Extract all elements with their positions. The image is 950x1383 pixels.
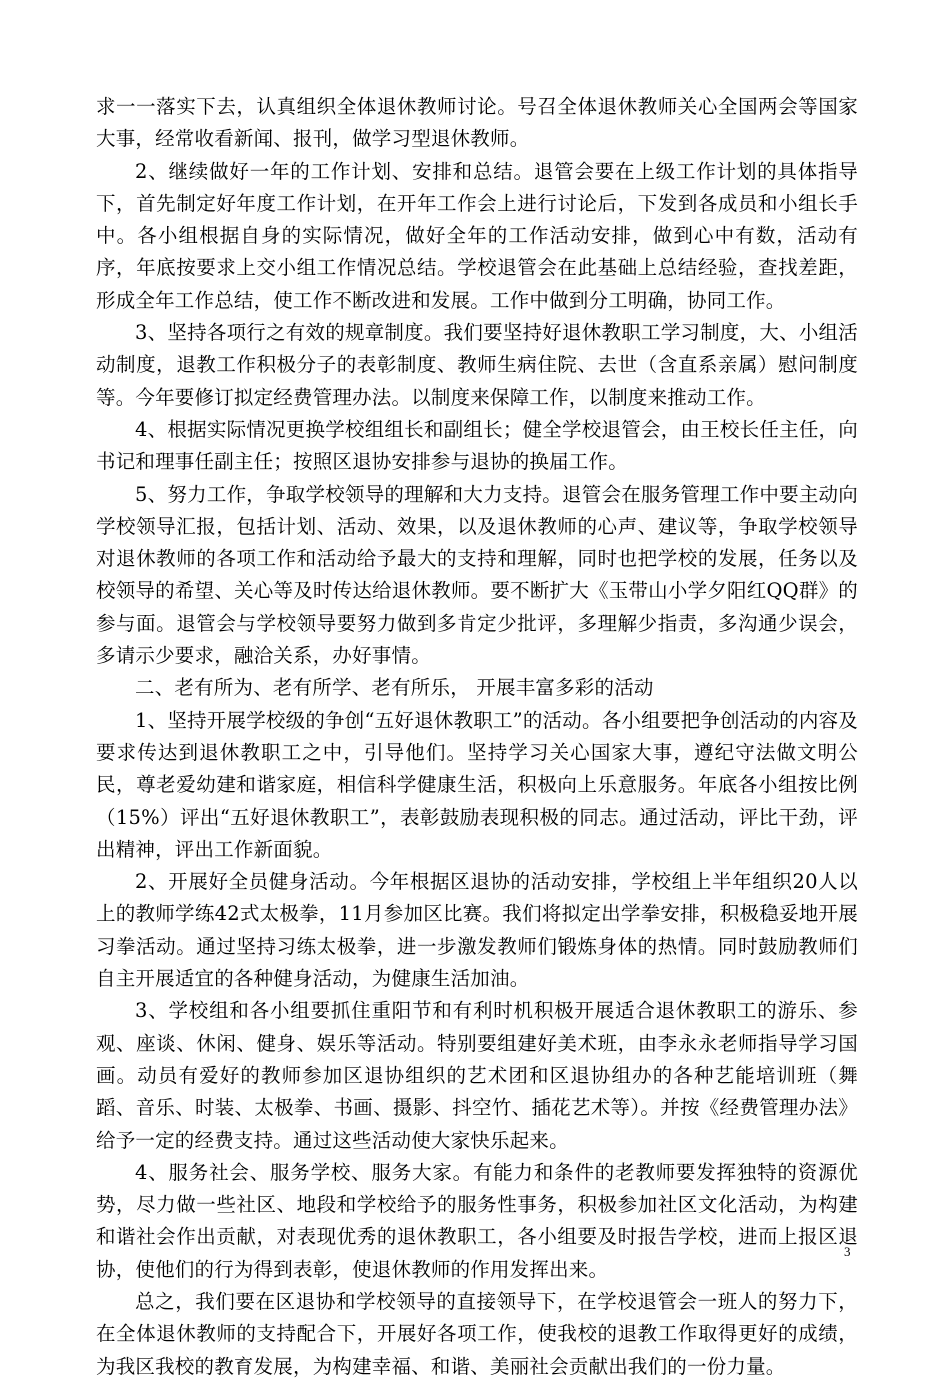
page-number: 3 [844, 1244, 851, 1259]
paragraph-five-good: 1、坚持开展学校级的争创“五好退休教职工”的活动。各小组要把争创活动的内容及要求传达到退休教职工之中，引导他们。坚持学习关心国家大事，遵纪守法做文明公民，尊老爱幼建和谐家庭，相信科学健康生活，积极向上乐意服务。年底各小组按比例（15%）评出“五好退休教职工”，表彰鼓励表现积极的同志。通过活动，评比干劲，评出精神，评出工作新面貌。 [96, 708, 858, 861]
paragraph-fitness: 2、开展好全员健身活动。今年根据区退协的活动安排，学校组上半年组织20人以上的教师学练42式太极拳，11月参加区比赛。我们将拟定出学拳安排，积极稳妥地开展习拳活动。通过坚持习练太极拳，进一步激发教师们锻炼身体的热情。同时鼓励教师们自主开展适宜的各种健身活动，为健康生活加油。 [96, 870, 858, 991]
document-body [96, 91, 858, 1383]
paragraph-conclusion: 总之，我们要在区退协和学校领导的直接领导下，在学校退管会一班人的努力下，在全体退休教师的支持配合下，开展好各项工作，使我校的退教工作取得更好的成绩，为我区我校的教育发展，为构建幸福、和谐、美丽社会贡献出我们的一份力量。 [96, 1289, 858, 1378]
paragraph-work-plan: 2、继续做好一年的工作计划、安排和总结。退管会要在上级工作计划的具体指导下，首先制定好年度工作计划，在开年工作会上进行讨论后，下发到各成员和小组长手中。各小组根据自身的实际情况，做好全年的工作活动安排，做到心中有数，活动有序，年底按要求上交小组工作情况总结。学校退管会在此基础上总结经验，查找差距，形成全年工作总结，使工作不断改进和发展。工作中做到分工明确，协同工作。 [96, 159, 858, 312]
section-heading-activities: 二、老有所为、老有所学、老有所乐， 开展丰富多彩的活动 [135, 676, 654, 700]
paragraph-regulations: 3、坚持各项行之有效的规章制度。我们要坚持好退休教职工学习制度，大、小组活动制度，退教工作积极分子的表彰制度、教师生病住院、去世（含直系亲属）慰问制度等。今年要修订拟定经费管理办法。以制度来保障工作，以制度来推动工作。 [96, 321, 858, 409]
paragraph-continuation: 求一一落实下去，认真组织全体退休教师讨论。号召全体退休教师关心全国两会等国家大事，经常收看新闻、报刊，做学习型退休教师。 [96, 95, 858, 151]
paragraph-community-service: 4、服务社会、服务学校、服务大家。有能力和条件的老教师要发挥独特的资源优势，尽力做一些社区、地段和学校给予的服务性事务，积极参加社区文化活动，为构建和谐社会作出贡献，对表现优秀的退休教职工，各小组要及时报告学校，进而上报区退协，使他们的行为得到表彰，使退休教师的作用发挥出来。 [96, 1160, 858, 1281]
paragraph-group-leaders: 4、根据实际情况更换学校组组长和副组长；健全学校退管会，由王校长任主任，向书记和理事任副主任；按照区退协安排参与退协的换届工作。 [96, 417, 858, 474]
paragraph-leisure-activities: 3、学校组和各小组要抓住重阳节和有利时机积极开展适合退休教职工的游乐、参观、座谈、休闲、健身、娱乐等活动。特别要组建好美术班，由李永永老师指导学习国画。动员有爱好的教师参加区退协组织的艺术团和区退协组办的各种艺能培训班（舞蹈、音乐、时装、太极拳、书画、摄影、抖空竹、插花艺术等）。并按《经费管理办法》给予一定的经费支持。通过这些活动使大家快乐起来。 [96, 999, 858, 1152]
paragraph-leadership-support: 5、努力工作，争取学校领导的理解和大力支持。退管会在服务管理工作中要主动向学校领导汇报，包括计划、活动、效果，以及退休教师的心声、建议等，争取学校领导对退休教师的各项工作和活动给予最大的支持和理解，同时也把学校的发展，任务以及校领导的希望、关心等及时传达给退休教师。要不断扩大《玉带山小学夕阳红QQ群》的参与面。退管会与学校领导要努力做到多肯定少批评，多理解少指责，多沟通少误会，多请示少要求，融洽关系，办好事情。 [96, 482, 858, 668]
